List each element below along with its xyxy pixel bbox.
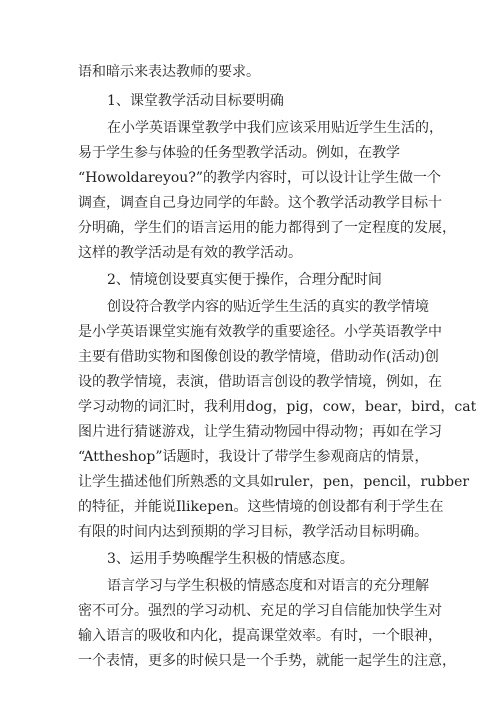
section-heading: 1、课堂教学活动目标要明确 <box>107 93 284 109</box>
text-line: 让学生描述他们所熟悉的文具如ruler，pen，pencil，rubber <box>78 474 470 490</box>
text-line: 图片进行猜谜游戏，让学生猜动物园中得动物；再如在学习 <box>78 424 442 440</box>
text-line: “Howoldareyou?”的教学内容时，可以设计让学生做一个 <box>78 170 441 186</box>
text-line: 这样的教学活动是有效的教学活动。 <box>78 245 302 261</box>
text-line: 语和暗示来表达教师的要求。 <box>78 64 260 80</box>
text-line: 调查，调查自己身边同学的年龄。这个教学活动教学目标十 <box>78 195 442 211</box>
section-heading: 2、情境创设要真实便于操作，合理分配时间 <box>107 272 382 288</box>
text-line: 输入语言的吸收和内化，提高课堂效率。有时，一个眼神， <box>78 628 442 644</box>
text-line: 在小学英语课堂教学中我们应该采用贴近学生生活的， <box>107 120 443 136</box>
text-line: “Attheshop”话题时，我设计了带学生参观商店的情景， <box>78 449 429 465</box>
text-line: 一个表情，更多的时候只是一个手势，就能一起学生的注意， <box>78 653 456 669</box>
text-line: 语言学习与学生积极的情感态度和对语言的充分理解 <box>107 578 429 594</box>
text-line: 密不可分。强烈的学习动机、充足的学习自信能加快学生对 <box>78 603 442 619</box>
text-line: 学习动物的词汇时，我利用dog，pig，cow，bear，bird，cat <box>78 399 477 415</box>
text-line: 的特征，并能说Ilikepen。这些情境的创设都有利于学生在 <box>78 499 444 515</box>
text-line: 易于学生参与体验的任务型教学活动。例如，在教学 <box>78 145 400 161</box>
text-line: 主要有借助实物和图像创设的教学情境，借助动作(活动)创 <box>78 349 439 365</box>
section-heading: 3、运用手势唤醒学生积极的情感态度。 <box>107 551 354 567</box>
text-line: 创设符合教学内容的贴近学生生活的真实的教学情境 <box>107 299 429 315</box>
text-line: 有限的时间内达到预期的学习目标，教学活动目标明确。 <box>78 524 428 540</box>
text-line: 设的教学情境，表演，借助语言创设的教学情境，例如，在 <box>78 374 442 390</box>
text-line: 是小学英语课堂实施有效教学的重要途径。小学英语教学中 <box>78 324 442 340</box>
text-line: 分明确，学生们的语言运用的能力都得到了一定程度的发展， <box>78 220 456 236</box>
